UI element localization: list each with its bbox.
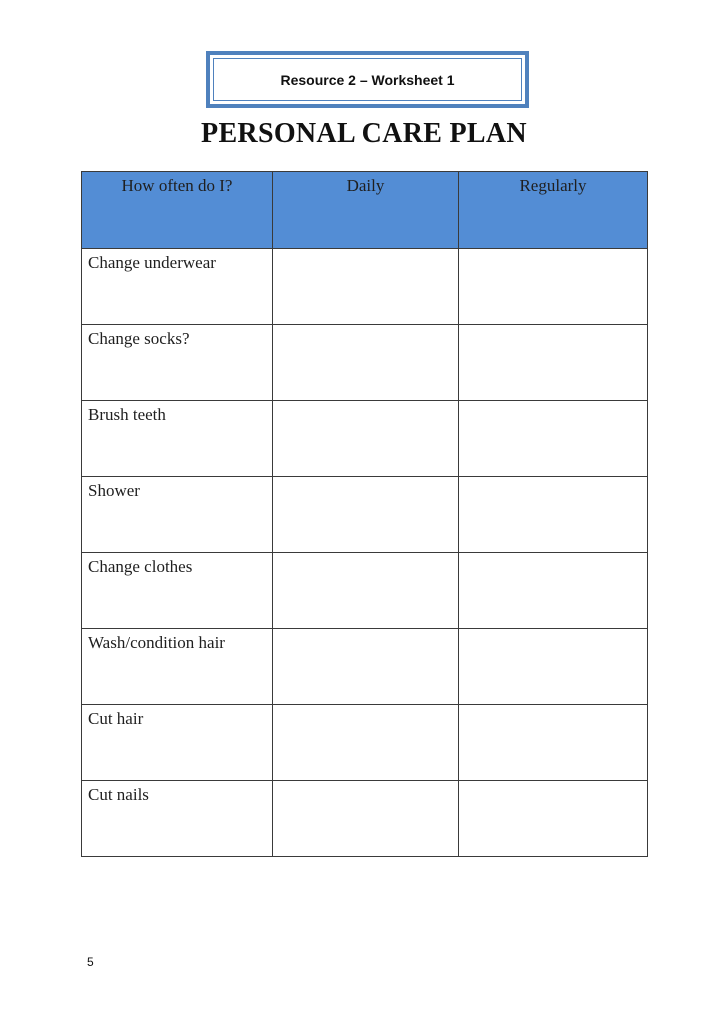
task-cell: Shower bbox=[82, 477, 273, 553]
daily-cell[interactable] bbox=[273, 477, 459, 553]
task-cell: Cut nails bbox=[82, 781, 273, 857]
care-plan-table bbox=[81, 171, 648, 857]
daily-cell[interactable] bbox=[273, 781, 459, 857]
regularly-cell[interactable] bbox=[459, 325, 648, 401]
daily-cell[interactable] bbox=[273, 249, 459, 325]
task-cell: Cut hair bbox=[82, 705, 273, 781]
daily-cell[interactable] bbox=[273, 553, 459, 629]
daily-cell[interactable] bbox=[273, 629, 459, 705]
column-header-regularly: Regularly bbox=[459, 172, 648, 249]
page-title: PERSONAL CARE PLAN bbox=[201, 118, 527, 149]
table-row bbox=[82, 705, 648, 781]
task-cell: Change clothes bbox=[82, 553, 273, 629]
resource-label-box bbox=[206, 51, 529, 108]
daily-cell[interactable] bbox=[273, 705, 459, 781]
regularly-cell[interactable] bbox=[459, 553, 648, 629]
regularly-cell[interactable] bbox=[459, 477, 648, 553]
task-cell: Wash/condition hair bbox=[82, 629, 273, 705]
table-row bbox=[82, 401, 648, 477]
task-cell: Change underwear bbox=[82, 249, 273, 325]
regularly-cell[interactable] bbox=[459, 629, 648, 705]
regularly-cell[interactable] bbox=[459, 705, 648, 781]
column-header-how-often: How often do I? bbox=[82, 172, 273, 249]
table-row bbox=[82, 781, 648, 857]
page-number: 5 bbox=[87, 955, 94, 969]
daily-cell[interactable] bbox=[273, 401, 459, 477]
daily-cell[interactable] bbox=[273, 325, 459, 401]
column-header-daily: Daily bbox=[273, 172, 459, 249]
table-row bbox=[82, 553, 648, 629]
regularly-cell[interactable] bbox=[459, 781, 648, 857]
resource-label: Resource 2 – Worksheet 1 bbox=[213, 58, 522, 101]
table-row bbox=[82, 477, 648, 553]
task-cell: Brush teeth bbox=[82, 401, 273, 477]
task-cell: Change socks? bbox=[82, 325, 273, 401]
table-row bbox=[82, 629, 648, 705]
regularly-cell[interactable] bbox=[459, 401, 648, 477]
regularly-cell[interactable] bbox=[459, 249, 648, 325]
table-row bbox=[82, 325, 648, 401]
table-row bbox=[82, 249, 648, 325]
table-header-row bbox=[82, 172, 648, 249]
